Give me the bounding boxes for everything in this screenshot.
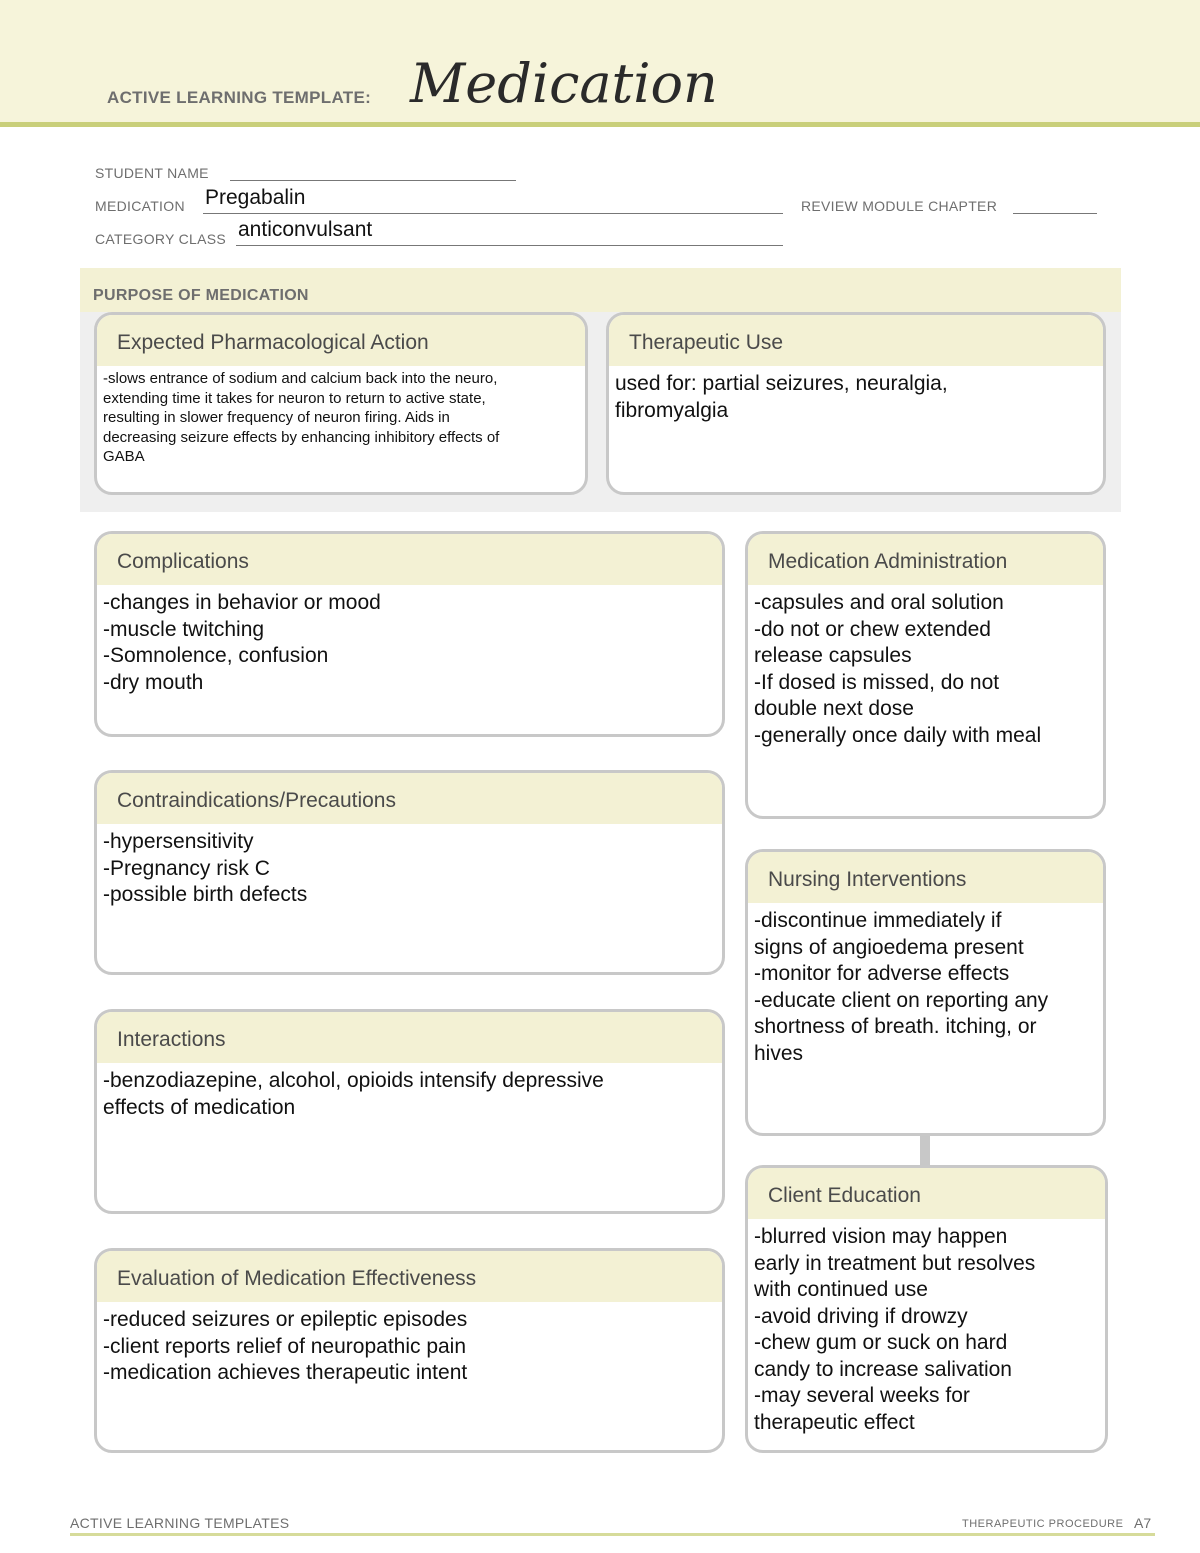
client-education-box	[745, 1165, 1108, 1453]
nursing-interventions-title: Nursing Interventions	[748, 852, 1103, 903]
medication-administration-box	[745, 531, 1106, 819]
footer-divider	[70, 1533, 1155, 1536]
medication-label: MEDICATION	[95, 198, 185, 214]
review-module-line[interactable]	[1013, 213, 1097, 214]
interactions-title: Interactions	[97, 1012, 722, 1063]
evaluation-box	[94, 1248, 725, 1453]
interactions-body[interactable]: -benzodiazepine, alcohol, opioids intensify depressive effects of medication	[103, 1069, 604, 1119]
medication-administration-body[interactable]: -capsules and oral solution -do not or chew extended release capsules -If dosed is missed, do not double next dose -generally once daily with meal	[754, 591, 1042, 747]
expected-action-box	[94, 312, 588, 495]
student-name-line[interactable]	[230, 180, 516, 181]
footer-right: THERAPEUTIC PROCEDURE	[962, 1518, 1124, 1530]
contraindications-body[interactable]: -hypersensitivity -Pregnancy risk C -possible birth defects	[103, 830, 308, 906]
category-class-label: CATEGORY CLASS	[95, 231, 227, 247]
student-name-label: STUDENT NAME	[95, 165, 209, 181]
nursing-interventions-box	[745, 849, 1106, 1136]
contraindications-box	[94, 770, 725, 975]
medication-administration-title: Medication Administration	[748, 534, 1103, 585]
nursing-interventions-body[interactable]: -discontinue immediately if signs of angioedema present -monitor for adverse effects -educate client on reporting any shortness of breath. itching, or hives	[754, 909, 1049, 1065]
therapeutic-use-title: Therapeutic Use	[609, 315, 1103, 366]
purpose-label: PURPOSE OF MEDICATION	[93, 287, 309, 304]
interactions-box	[94, 1009, 725, 1214]
expected-action-body[interactable]: -slows entrance of sodium and calcium back into the neuro, extending time it takes for neuron to return to active state, resulting in slower frequency of neuron firing. Aids in decreasing seizure effects by enhancing inhibitory effects of GABA	[103, 370, 500, 465]
complications-box	[94, 531, 725, 737]
complications-body[interactable]: -changes in behavior or mood -muscle twitching -Somnolence, confusion -dry mouth	[103, 591, 381, 694]
contraindications-title: Contraindications/Precautions	[97, 773, 722, 824]
medication-line[interactable]	[203, 213, 783, 214]
footer-left: ACTIVE LEARNING TEMPLATES	[70, 1515, 290, 1531]
therapeutic-use-body[interactable]: used for: partial seizures, neuralgia, fibromyalgia	[615, 372, 948, 422]
client-education-title: Client Education	[748, 1168, 1105, 1219]
client-education-body[interactable]: -blurred vision may happen early in treatment but resolves with continued use -avoid driving if drowzy -chew gum or suck on hard candy to increase salivation -may several weeks for therapeutic effect	[754, 1225, 1036, 1434]
medication-value[interactable]: Pregabalin	[205, 186, 306, 209]
review-module-label: REVIEW MODULE CHAPTER	[801, 198, 998, 214]
box-connector	[920, 1135, 930, 1167]
category-class-line[interactable]	[236, 245, 783, 246]
therapeutic-use-box	[606, 312, 1106, 495]
complications-title: Complications	[97, 534, 722, 585]
evaluation-title: Evaluation of Medication Effectiveness	[97, 1251, 722, 1302]
category-class-value[interactable]: anticonvulsant	[238, 218, 373, 241]
expected-action-title: Expected Pharmacological Action	[97, 315, 585, 366]
template-label: ACTIVE LEARNING TEMPLATE:	[107, 88, 372, 107]
evaluation-body[interactable]: -reduced seizures or epileptic episodes -client reports relief of neuropathic pain -medication achieves therapeutic intent	[103, 1308, 468, 1384]
header-divider	[0, 122, 1200, 127]
page-number: A7	[1134, 1515, 1152, 1531]
page-title: Medication	[410, 52, 718, 115]
